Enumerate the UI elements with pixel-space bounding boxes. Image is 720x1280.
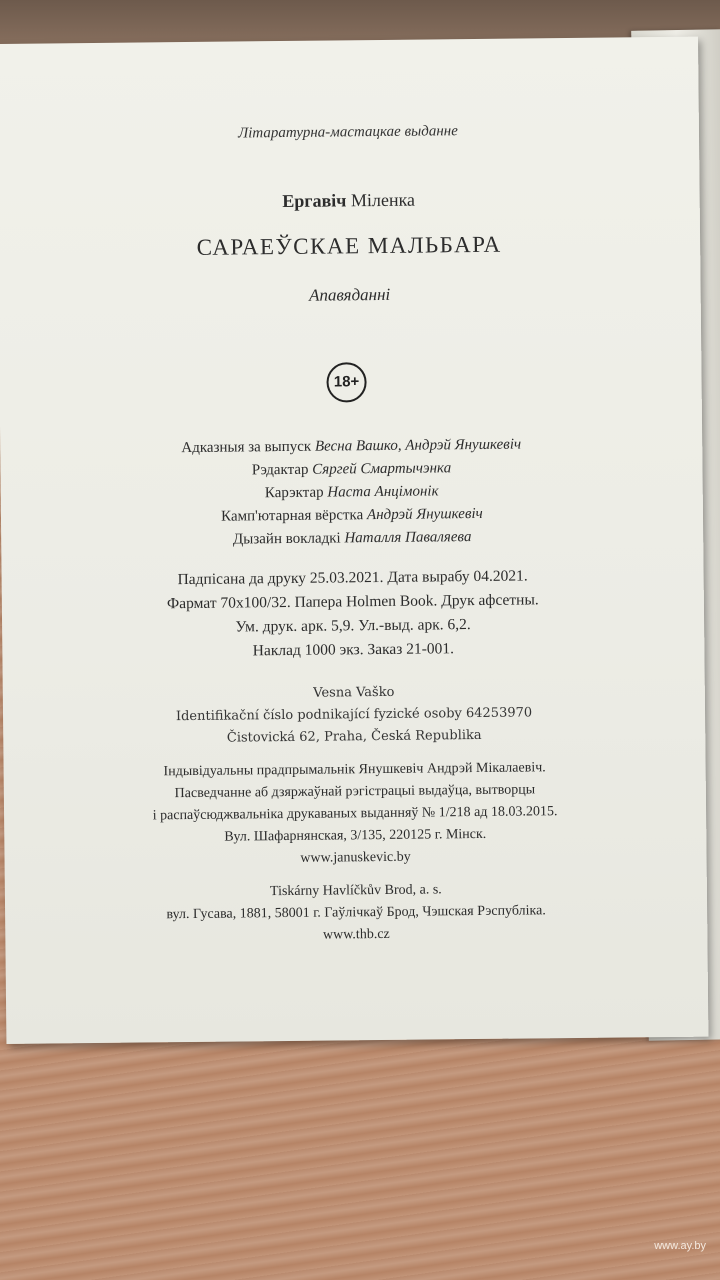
credit-person: Андрэй Янушкевіч (366, 505, 483, 524)
credit-person: Весна Вашко, Андрэй Янушкевіч (314, 436, 522, 455)
book-genre: Апавяданні (308, 284, 391, 305)
publisher-by-line: і распаўсюджвальніка друкаваных выданняў № 1/218 ад 18.03.2015. (152, 804, 558, 824)
credit-line (1, 481, 703, 505)
publisher-by-line: Індывідуальны прадпрымальнік Янушкевіч Андрэй Мікалаевіч. (163, 760, 546, 780)
author-surname: Ергавіч (282, 190, 347, 212)
publisher-by-line: Пасведчанне аб дзяржаўнай рэгістрацыі выдаўца, вытворцы (174, 782, 536, 802)
credit-line (0, 458, 702, 482)
credit-role: Дызайн вокладкі (232, 530, 341, 548)
credit-person: Сяргей Смартычэнка (312, 460, 452, 478)
age-rating-badge: 18+ (326, 362, 366, 402)
edition-type: Літаратурна-мастацкае выданне (237, 123, 458, 142)
publisher-cz-line: Identifikační číslo podnikající fyzické osoby 64253970 (175, 705, 533, 725)
credit-person: Наста Анцімонік (327, 483, 439, 501)
credit-role: Адказныя за выпуск (181, 438, 312, 457)
publication-line: Ум. друк. арк. 5,9. Ул.-выд. арк. 6,2. (235, 616, 471, 636)
credit-role: Карэктар (264, 484, 324, 502)
credit-role: Камп'ютарная вёрстка (221, 507, 364, 525)
credit-line (1, 504, 703, 528)
printer-line: Tiskárny Havlíčkův Brod, a. s. (269, 882, 442, 900)
credit-line (1, 527, 703, 551)
publisher-by-line: Вул. Шафарнянская, 3/135, 220125 г. Мінск. (224, 826, 487, 845)
credit-line (0, 435, 702, 459)
book-title: САРАЕЎСКАЕ МАЛЬБАРА (196, 231, 502, 260)
publisher-cz-line: Vesna Vaško (313, 684, 395, 701)
publication-line: Падпісана да друку 25.03.2021. Дата вырабу 04.2021. (177, 567, 528, 589)
imprint-page (0, 37, 708, 1044)
publisher-cz-line: Čistovická 62, Praha, Česká Republika (226, 727, 482, 746)
author-name: Міленка (350, 189, 416, 211)
publisher-website: www.januskevic.by (300, 849, 411, 866)
credit-person: Наталля Паваляева (344, 529, 472, 547)
publication-line: Наклад 1000 экз. Заказ 21-001. (252, 640, 455, 660)
watermark-text: www.ay.by (654, 1240, 706, 1252)
author-line (0, 187, 700, 215)
credit-role: Рэдактар (251, 461, 309, 479)
printer-line: вул. Гусава, 1881, 58001 г. Гаўлічкаў Брод, Чэшская Рэспубліка. (166, 903, 546, 923)
printer-website: www.thb.cz (322, 926, 390, 943)
publication-line: Фармат 70х100/32. Папера Holmen Book. Друк афсетны. (166, 591, 539, 613)
